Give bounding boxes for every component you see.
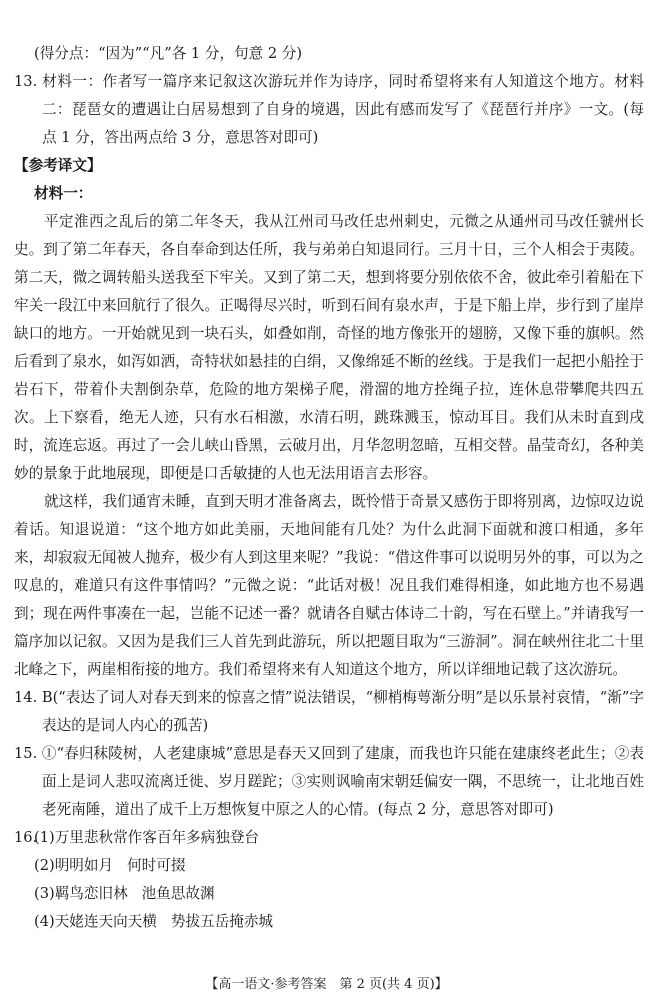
q16-item-number: (1) <box>34 829 55 846</box>
q16-item-4 <box>14 908 644 936</box>
q16-line-b: 势拔五岳掩赤城 <box>170 913 274 930</box>
q16-answer <box>14 824 644 936</box>
page-footer: 【高一语文·参考答案 第 2 页(共 4 页)】 <box>205 977 448 992</box>
q12-scoring-note: (得分点：“因为”“凡”各 1 分，句意 2 分) <box>34 45 303 62</box>
translation-paragraph-1: 平定淮西之乱后的第二年冬天，我从江州司马改任忠州刺史，元微之从通州司马改任虢州长史。到了第二年春天，各自奉命到达任所，我与弟弟白知退同行。三月十日，三个人相会于夷陵。第二天，微之调转船头送我至下牢关。又到了第二天，想到将要分别依依不舍，彼此牵引着船在下牢关一段江中来回航行了很久。正喝得尽兴时，听到石间有泉水声，于是下船上岸，步行到了崖岸缺口的地方。一开始就见到一块石头，如叠如削，奇怪的地方像张开的翅膀，又像下垂的旗帜。然后看到了泉水，如泻如洒，奇特状如悬挂的白绢，又像绵延不断的丝线。于是我们一起把小船拴于岩石下，带着仆夫割倒杂草，危险的地方架梯子爬，滑溜的地方拴绳子拉，连休息带攀爬共四五次。上下察看，绝无人迹，只有水石相激，水清石明，跳珠溅玉，惊动耳目。我们从未时直到戌时，流连忘返。再过了一会儿峡山昏黑，云破月出，月华忽明忽暗，互相交替。晶莹奇幻，各种美妙的景象于此地展现，即便是口舌敏捷的人也无法用语言去形容。 <box>14 213 644 482</box>
reference-translation-header: 【参考译文】 <box>14 157 102 174</box>
q16-item-2 <box>14 852 644 880</box>
q16-label: 16. <box>14 829 38 846</box>
q16-line-b: 池鱼思故渊 <box>141 885 215 902</box>
q16-line-b: 何时可掇 <box>127 857 186 874</box>
q16-item-number: (4) <box>34 913 55 930</box>
q16-line-a: 明明如月 <box>54 857 114 874</box>
q16-item-number: (3) <box>34 885 55 902</box>
q16-line-a: 万里悲秋常作客 <box>54 829 157 846</box>
material-one-label: 材料一： <box>34 185 93 202</box>
q16-item-1 <box>14 824 644 852</box>
q13-answer: 13. 材料一：作者写一篇序来记叙这次游玩并作为诗序，同时希望将来有人知道这个地方。材料二：琵琶女的遭遇让白居易想到了自身的境遇，因此有感而发写了《琵琶行并序》一文。(每点 1 分，答出两点给 3 分，意思答对即可) <box>14 73 644 146</box>
translation-paragraph-2: 就这样，我们通宵未睡，直到天明才准备离去，既怜惜于奇景又感伤于即将别离，边惊叹边说着话。知退说道：“这个地方如此美丽，天地间能有几处？为什么此洞下面就和渡口相通，多年来，却寂寂无闻被人抛弃，极少有人到这里来呢？”我说：“借这件事可以说明另外的事，可以为之叹息的，难道只有这件事情吗？”元微之说：“此话对极！况且我们难得相逢，如此地方也不易遇到；现在两件事凑在一起，岂能不记述一番？就请各自赋古体诗二十韵，写在石壁上。”并请我写一篇序加以记叙。又因为是我们三人首先到此游玩，所以把题目取为“三游洞”。洞在峡州往北二十里北峰之下，两崖相衔接的地方。我们希望将来有人知道这个地方，所以详细地记载了这次游玩。 <box>14 493 644 678</box>
q16-line-a: 羁鸟恋旧林 <box>54 885 128 902</box>
translation-body <box>14 208 644 684</box>
q16-line-b: 百年多病独登台 <box>156 829 260 846</box>
q16-line-a: 天姥连天向天横 <box>54 913 157 930</box>
q16-item-number: (2) <box>34 857 55 874</box>
answer-page <box>14 40 644 936</box>
q16-item-3 <box>14 880 644 908</box>
q14-answer: 14. B(“表达了词人对春天到来的惊喜之情”说法错误，“柳梢梅萼渐分明”是以乐景衬哀情，“渐”字表达的是词人内心的孤苦) <box>14 689 644 734</box>
q15-answer: 15. ①“春归秣陵树，人老建康城”意思是春天又回到了建康，而我也许只能在建康终老此生；②表面上是词人悲叹流离迁徙、岁月蹉跎；③实则讽喻南宋朝廷偏安一隅，不思统一，让北地百姓老死南陲，道出了成千上万想恢复中原之人的心情。(每点 2 分，意思答对即可) <box>14 745 644 818</box>
